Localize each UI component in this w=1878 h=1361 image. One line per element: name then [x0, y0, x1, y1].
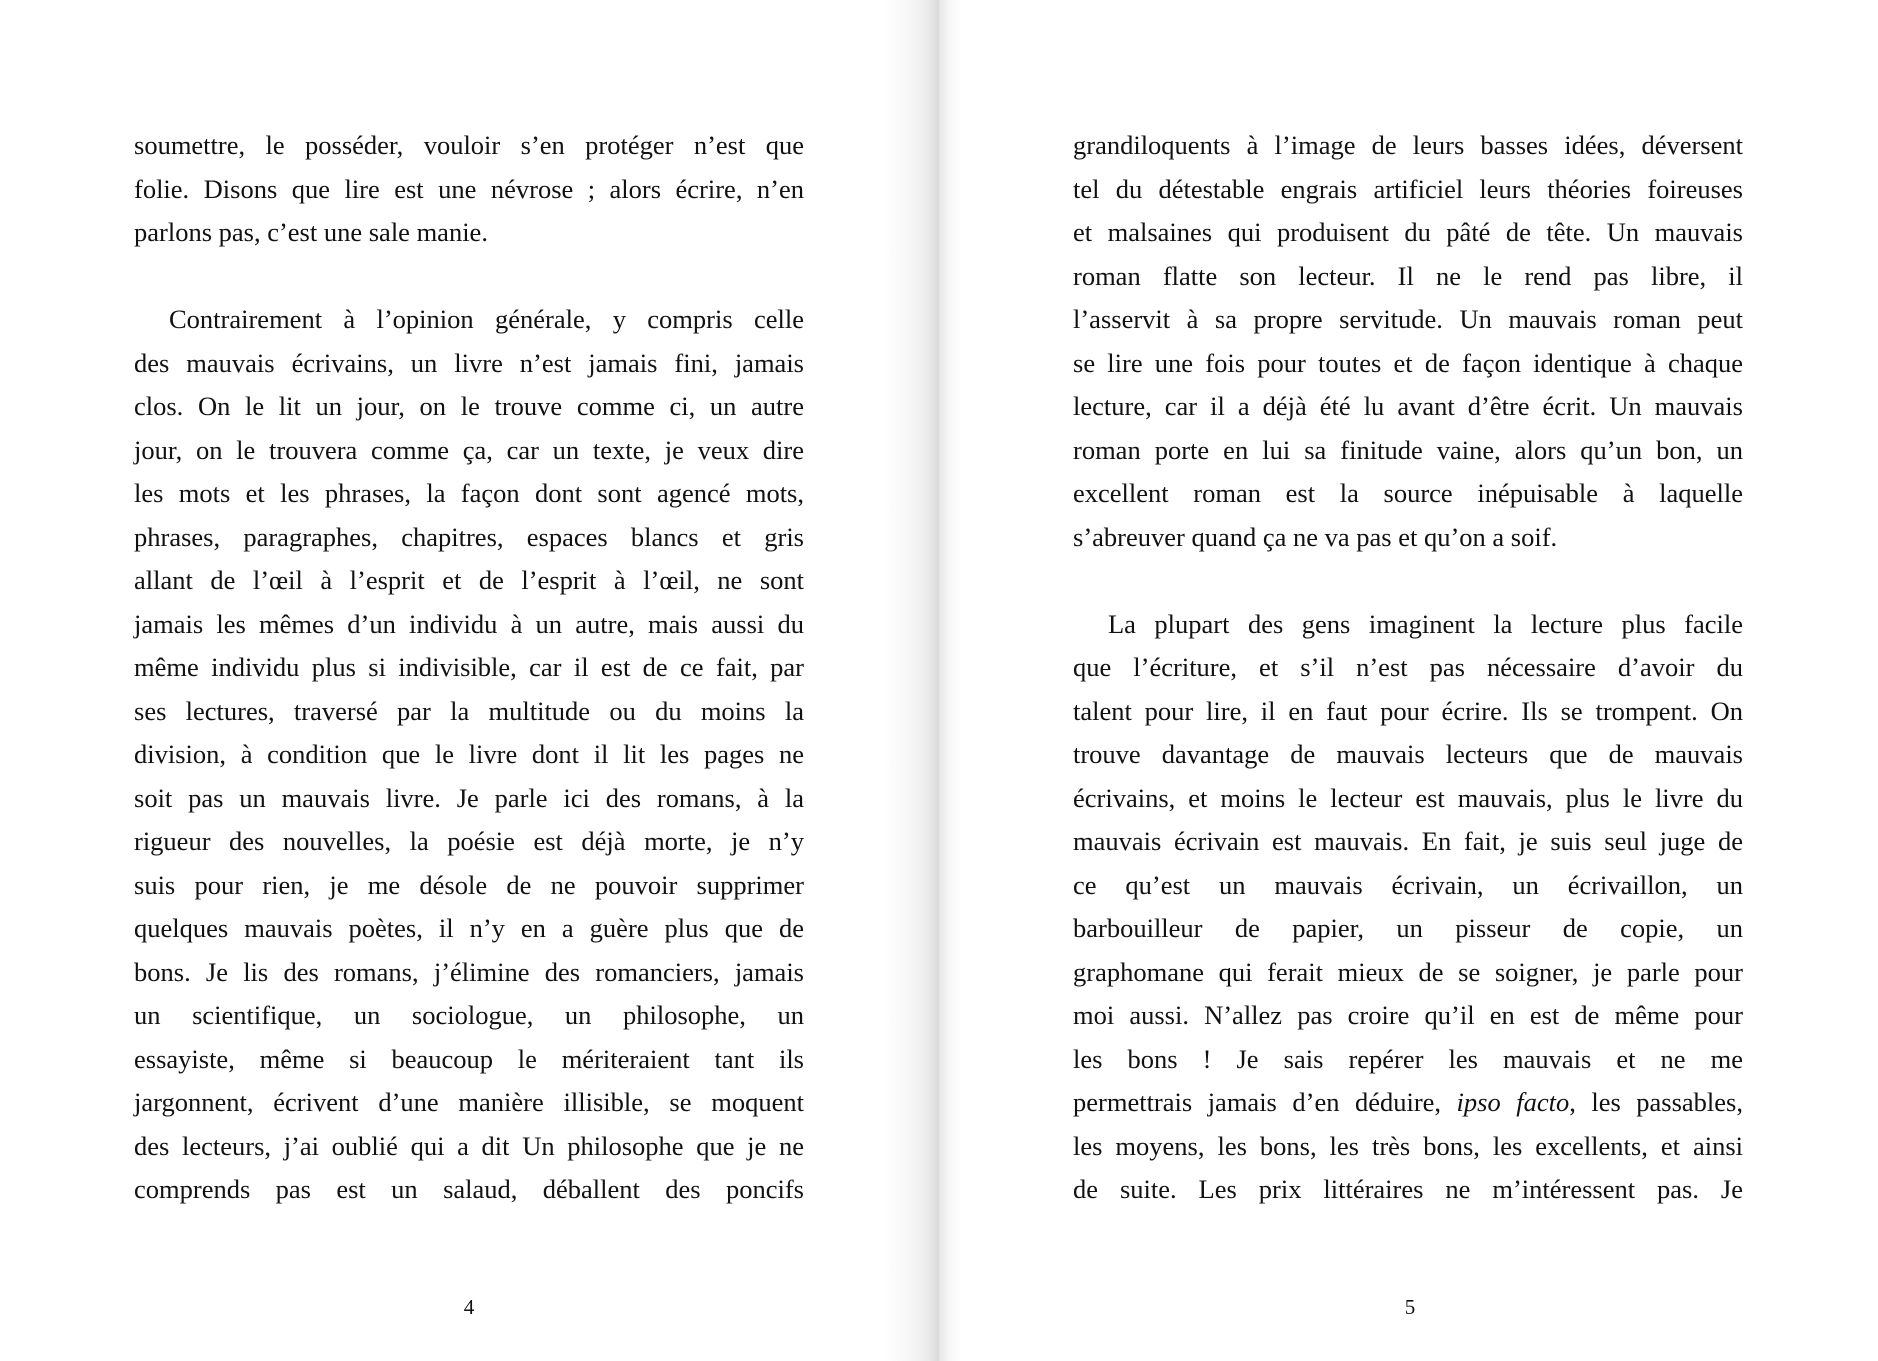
paragraph — [134, 298, 804, 1212]
right-page-text — [1073, 124, 1743, 1212]
right-page-number: 5 — [1404, 1295, 1416, 1319]
text-line: roman flatte son lecteur. Il ne le rend pas libre, il — [1073, 260, 1743, 291]
text-line: que l’écriture, et s’il n’est pas nécessaire d’avoir du — [1073, 652, 1743, 682]
text-line: jamais les mêmes d’un individu à un autre, mais aussi du — [134, 608, 804, 639]
text-line: clos. On le lit un jour, on le trouve comme ci, un autre — [134, 391, 804, 421]
left-page-text — [134, 124, 804, 1212]
text-line: ce qu’est un mauvais écrivain, un écrivaillon, un — [1073, 869, 1743, 900]
text-line: des lecteurs, j’ai oublié qui a dit Un philosophe que je ne — [134, 1130, 804, 1161]
text-line: jargonnent, écrivent d’une manière illisible, se moquent — [134, 1087, 804, 1117]
text-line: roman porte en lui sa finitude vaine, alors qu’un bon, un — [1073, 434, 1743, 465]
text-line: allant de l’œil à l’esprit et de l’esprit à l’œil, ne sont — [134, 565, 804, 595]
text-line: talent pour lire, il en faut pour écrire. Ils se trompent. On — [1073, 695, 1743, 726]
text-line: excellent roman est la source inépuisable à laquelle — [1073, 478, 1743, 508]
paragraph — [134, 124, 804, 255]
text-line: les moyens, les bons, les très bons, les excellents, et ainsi — [1073, 1130, 1743, 1161]
paragraph — [1073, 603, 1743, 1212]
text-line: des mauvais écrivains, un livre n’est jamais fini, jamais — [134, 347, 804, 378]
text-line: barbouilleur de papier, un pisseur de copie, un — [1073, 913, 1743, 943]
text-line: comprends pas est un salaud, déballent des poncifs — [134, 1174, 804, 1204]
text-line: rigueur des nouvelles, la poésie est déjà morte, je n’y — [134, 826, 804, 856]
text-line: de suite. Les prix littéraires ne m’intéressent pas. Je — [1073, 1174, 1743, 1204]
text-line: essayiste, même si beaucoup le mériteraient tant ils — [134, 1043, 804, 1074]
text-line: trouve davantage de mauvais lecteurs que de mauvais — [1073, 739, 1743, 769]
text-line: jour, on le trouvera comme ça, car un texte, je veux dire — [134, 434, 804, 465]
text-line: s’abreuver quand ça ne va pas et qu’on a soif. — [1073, 521, 1558, 552]
text-line: parlons pas, c’est une sale manie. — [134, 217, 488, 247]
text-line: moi aussi. N’allez pas croire qu’il en est de même pour — [1073, 1000, 1743, 1030]
text-line: se lire une fois pour toutes et de façon identique à chaque — [1073, 347, 1743, 378]
text-line: même individu plus si indivisible, car il est de ce fait, par — [134, 652, 804, 682]
text-line: lecture, car il a déjà été lu avant d’être écrit. Un mauvais — [1073, 391, 1743, 421]
text-line: et malsaines qui produisent du pâté de tête. Un mauvais — [1073, 217, 1743, 247]
text-line: soumettre, le posséder, vouloir s’en protéger n’est que — [134, 130, 804, 160]
text-line: bons. Je lis des romans, j’élimine des romanciers, jamais — [134, 956, 804, 987]
text-line: Contrairement à l’opinion générale, y compris celle — [169, 304, 804, 334]
left-page-number: 4 — [463, 1295, 475, 1319]
text-line: mauvais écrivain est mauvais. En fait, je suis seul juge de — [1073, 826, 1743, 856]
text-line: quelques mauvais poètes, il n’y en a guère plus que de — [134, 913, 804, 943]
paragraph-gap — [1073, 559, 1743, 603]
italic-phrase: ipso facto — [1456, 1087, 1570, 1117]
text-line: graphomane qui ferait mieux de se soigner, je parle pour — [1073, 956, 1743, 987]
text-line: écrivains, et moins le lecteur est mauvais, plus le livre du — [1073, 782, 1743, 813]
text-line: folie. Disons que lire est une névrose ; alors écrire, n’en — [134, 173, 804, 204]
text-line: l’asservit à sa propre servitude. Un mauvais roman peut — [1073, 304, 1743, 334]
text-line: tel du détestable engrais artificiel leurs théories foireuses — [1073, 173, 1743, 204]
text-line: un scientifique, un sociologue, un philosophe, un — [134, 1000, 804, 1030]
text-line: les mots et les phrases, la façon dont sont agencé mots, — [134, 478, 804, 508]
paragraph — [1073, 124, 1743, 559]
text-line: division, à condition que le livre dont il lit les pages ne — [134, 739, 804, 769]
text-line: permettrais jamais d’en déduire, ipso facto, les passables, — [1073, 1087, 1743, 1117]
paragraph-gap — [134, 255, 804, 299]
text-line: La plupart des gens imaginent la lecture plus facile — [1108, 608, 1743, 639]
text-line: ses lectures, traversé par la multitude ou du moins la — [134, 695, 804, 726]
text-line: suis pour rien, je me désole de ne pouvoir supprimer — [134, 869, 804, 900]
text-line: soit pas un mauvais livre. Je parle ici des romans, à la — [134, 782, 804, 813]
right-page — [939, 0, 1878, 1361]
text-line: grandiloquents à l’image de leurs basses idées, déversent — [1073, 130, 1743, 160]
text-line: phrases, paragraphes, chapitres, espaces blancs et gris — [134, 521, 804, 552]
text-line: les bons ! Je sais repérer les mauvais et ne me — [1073, 1043, 1743, 1074]
